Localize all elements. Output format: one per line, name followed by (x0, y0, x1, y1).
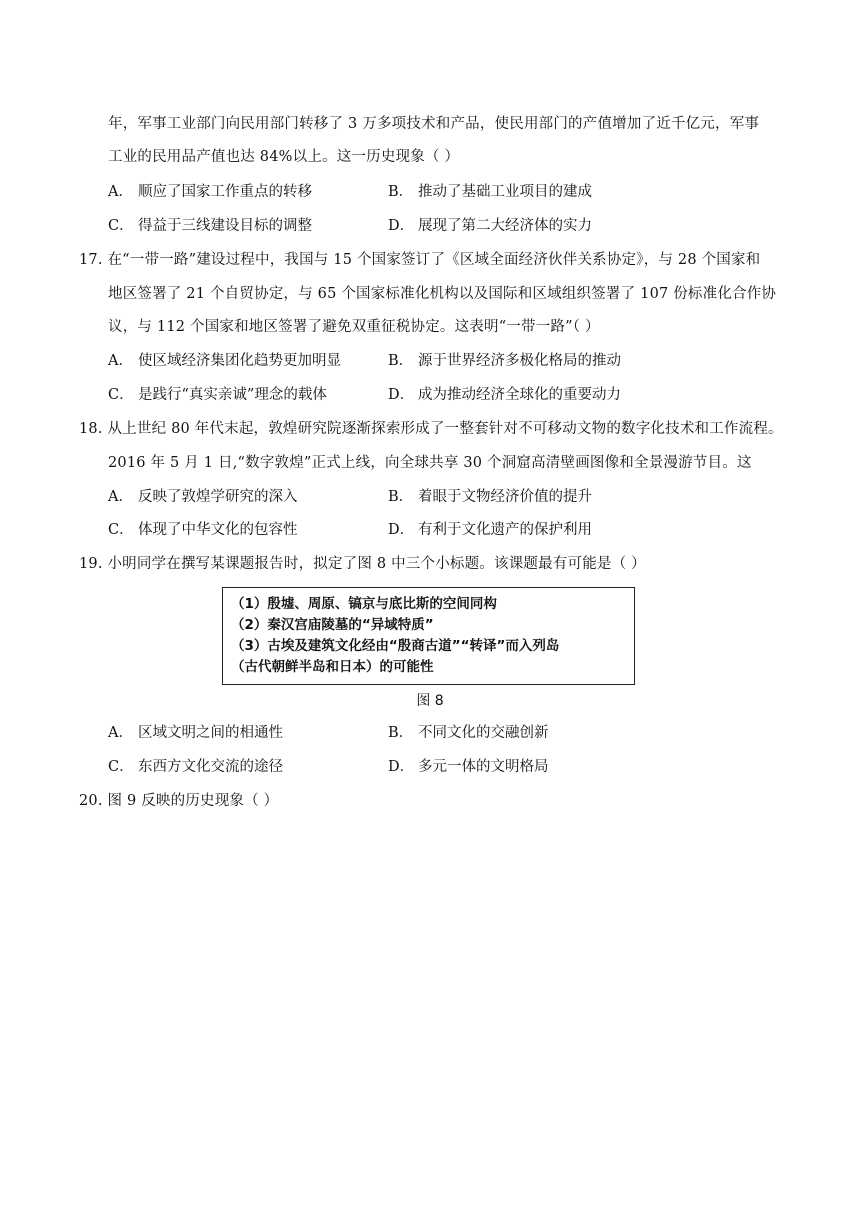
q16-option-b (388, 180, 592, 201)
q17-option-a (108, 349, 341, 370)
figure-item: （1）殷墟、周原、镐京与底比斯的空间同构 (231, 596, 497, 612)
q17-line-3: 议，与 112 个国家和地区签署了避免双重征税协定。这表明“一带一路”（ ） (108, 319, 600, 335)
option-text: 区域文明之间的相通性 (138, 725, 283, 741)
option-text: 多元一体的文明格局 (418, 759, 549, 775)
option-letter: B． (388, 184, 414, 200)
option-text: 体现了中华文化的包容性 (138, 522, 298, 538)
option-text: 着眼于文物经济价值的提升 (418, 489, 592, 505)
option-text: 成为推动经济全球化的重要动力 (418, 387, 621, 403)
option-letter: C． (108, 218, 134, 234)
q17-option-c (108, 383, 327, 404)
q18-option-c (108, 518, 298, 539)
q17-line-1: 17. 在“一带一路”建设过程中，我国与 15 个国家签订了《区域全面经济伙伴关系协定》，与 28 个国家和 (79, 252, 761, 268)
figure-item: （3）古埃及建筑文化经由“殷商古道”“转译”而入列岛 (231, 638, 560, 654)
option-text: 有利于文化遗产的保护利用 (418, 522, 592, 538)
option-letter: C． (108, 759, 134, 775)
q16-line-1: 年，军事工业部门向民用部门转移了 3 万多项技术和产品，使民用部门的产值增加了近千亿元，军事 (108, 116, 760, 132)
q19-line-1: 19. 小明同学在撰写某课题报告时，拟定了图 8 中三个小标题。该课题最有可能是（ ） (79, 556, 646, 572)
option-letter: B． (388, 725, 414, 741)
option-text: 展现了第二大经济体的实力 (418, 218, 592, 234)
option-letter: D． (388, 387, 415, 403)
q18-line-2: 2016 年 5 月 1 日,“数字敦煌”正式上线，向全球共享 30 个洞窟高清壁画图像和全景漫游节目。这 (108, 455, 752, 471)
option-text: 源于世界经济多极化格局的推动 (418, 353, 621, 369)
q18-option-a (108, 485, 298, 506)
q17-option-d (388, 383, 621, 404)
q19-option-d (388, 755, 549, 776)
q17-option-b (388, 349, 621, 370)
option-letter: C． (108, 522, 134, 538)
option-letter: A． (108, 184, 133, 200)
option-text: 得益于三线建设目标的调整 (138, 218, 312, 234)
option-letter: A． (108, 725, 133, 741)
q18-option-d (388, 518, 592, 539)
q17-line-2: 地区签署了 21 个自贸协定，与 65 个国家标准化机构以及国际和区域组织签署了 107 份标准化合作协 (108, 286, 777, 302)
q19-option-c (108, 755, 283, 776)
option-text: 使区域经济集团化趋势更加明显 (138, 353, 341, 369)
option-text: 不同文化的交融创新 (418, 725, 549, 741)
q19-option-a (108, 721, 283, 742)
option-text: 反映了敦煌学研究的深入 (138, 489, 298, 505)
q18-option-b (388, 485, 592, 506)
option-letter: B． (388, 489, 414, 505)
option-letter: D． (388, 759, 415, 775)
q16-line-2: 工业的民用品产值也达 84%以上。这一历史现象（ ） (108, 149, 460, 165)
option-text: 东西方文化交流的途径 (138, 759, 283, 775)
option-letter: D． (388, 522, 415, 538)
option-letter: C． (108, 387, 134, 403)
option-text: 推动了基础工业项目的建成 (418, 184, 592, 200)
option-letter: A． (108, 489, 133, 505)
option-letter: A． (108, 353, 133, 369)
q20-line-1: 20. 图 9 反映的历史现象（ ） (79, 793, 279, 809)
option-letter: D． (388, 218, 415, 234)
q18-line-1: 18. 从上世纪 80 年代末起，敦煌研究院逐渐探索形成了一整套针对不可移动文物的数字化技术和工作流程。 (79, 421, 783, 437)
option-text: 顺应了国家工作重点的转移 (138, 184, 312, 200)
q16-option-d (388, 214, 592, 235)
option-text: 是践行“真实亲诚”理念的载体 (138, 387, 327, 403)
q16-option-a (108, 180, 312, 201)
figure-item: （古代朝鲜半岛和日本）的可能性 (231, 659, 434, 675)
q16-option-c (108, 214, 312, 235)
figure-8-box (222, 587, 635, 685)
figure-item: （2）秦汉宫庙陵墓的“异域特质” (231, 617, 434, 633)
figure-8-caption: 图 8 (416, 693, 444, 709)
q19-option-b (388, 721, 549, 742)
option-letter: B． (388, 353, 414, 369)
